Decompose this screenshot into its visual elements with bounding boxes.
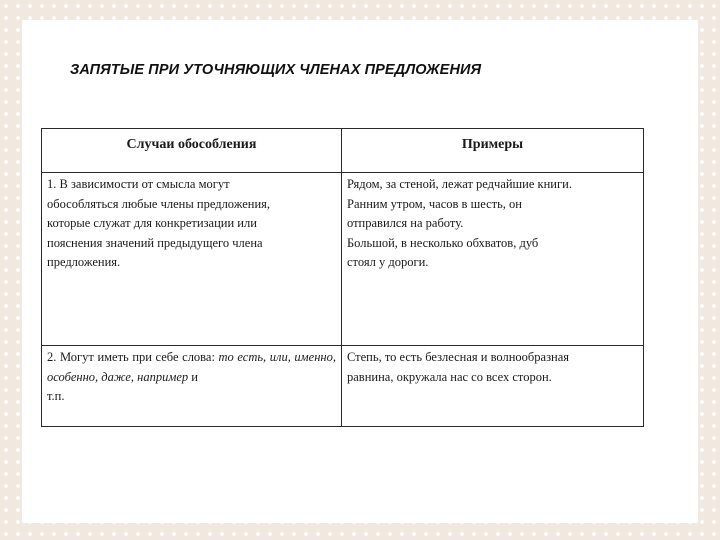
table-row [42, 173, 644, 346]
page-title: ЗАПЯТЫЕ ПРИ УТОЧНЯЮЩИХ ЧЛЕНАХ ПРЕДЛОЖЕНИЯ [70, 62, 482, 78]
table-row [42, 346, 644, 427]
case-line: предложения. [47, 255, 121, 269]
case-line: которые служат для конкретизации или [47, 216, 257, 230]
case-keywords: то есть, [218, 350, 267, 364]
slide-sheet [22, 20, 698, 523]
header-examples: Примеры [342, 129, 644, 173]
example-line: стоял у дороги. [347, 255, 429, 269]
example-line: Рядом, за стеной, лежат редчайшие книги. [347, 177, 572, 191]
rules-table [41, 128, 644, 427]
header-cases: Случаи обособления [42, 129, 342, 173]
example-line: отправился на работу. [347, 216, 464, 230]
example-line: Степь, то есть безлесная и волнообразная [347, 350, 570, 364]
case-text: 2. Могут иметь при себе слова: [47, 350, 219, 364]
example-line: равнина, окружала нас со всех сторон. [347, 369, 552, 384]
case-text: т.п. [47, 389, 65, 403]
case-keywords: или, именно, особенно, даже, например [47, 350, 336, 384]
example-cell [342, 346, 644, 427]
case-line: обособляться любые члены предложения, [47, 196, 271, 211]
example-cell [342, 173, 644, 346]
table-header-row [42, 129, 644, 173]
case-text: и [188, 369, 198, 384]
case-cell [42, 346, 342, 427]
case-line: 1. В зависимости от смысла могут [47, 177, 230, 191]
case-cell [42, 173, 342, 346]
example-line: Большой, в несколько обхватов, дуб [347, 235, 539, 250]
case-line: пояснения значений предыдущего члена [47, 235, 263, 250]
example-line: Ранним утром, часов в шесть, он [347, 196, 522, 211]
